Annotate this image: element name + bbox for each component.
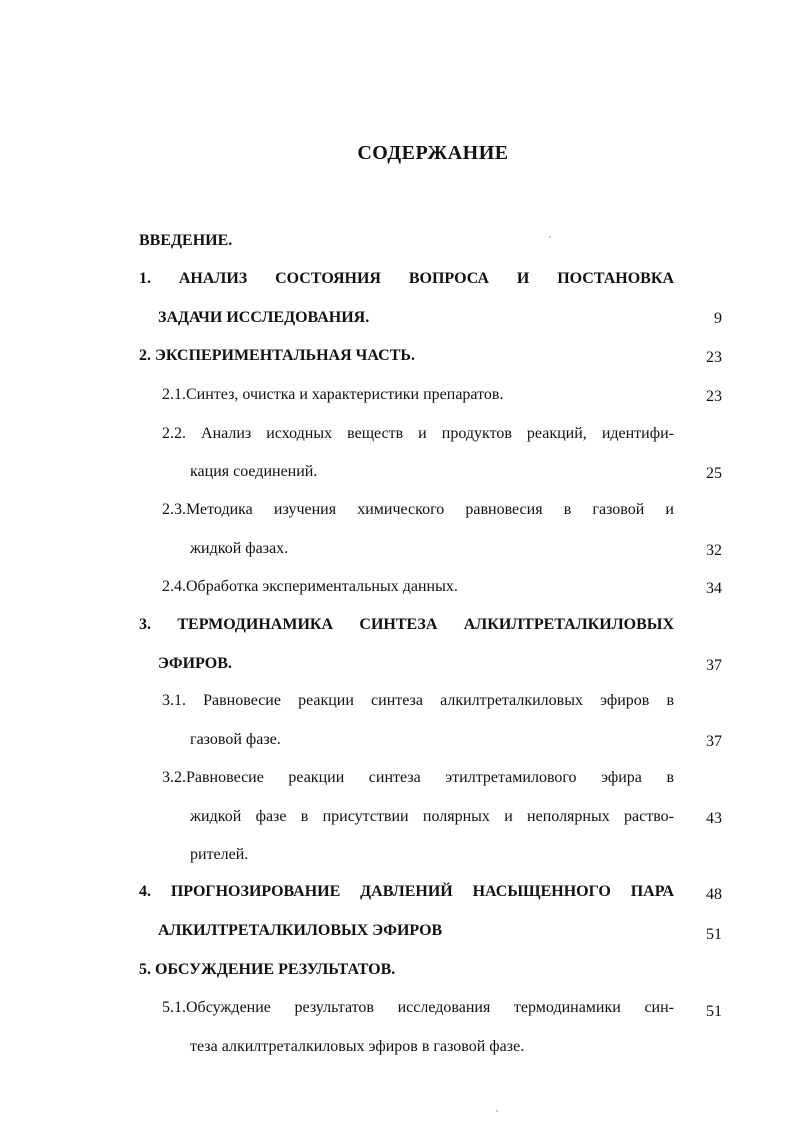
toc-entry-5-1-line1: 5.1.Обсуждение результатов исследования термодинамики син- (162, 999, 674, 1016)
toc-page-2-1: 23 (706, 388, 722, 405)
toc-entry-2: 2. ЭКСПЕРИМЕНТАЛЬНАЯ ЧАСТЬ. (139, 347, 415, 364)
toc-entry-3-1-line1: 3.1. Равновесие реакции синтеза алкилтреталкиловых эфиров в (162, 692, 674, 709)
toc-entry-2-2-line1: 2.2. Анализ исходных веществ и продуктов реакций, идентифи- (162, 425, 674, 442)
toc-entry-2-3-line1: 2.3.Методика изучения химического равновесия в газовой и (162, 501, 674, 518)
toc-page-4a: 48 (706, 886, 722, 903)
toc-page-3-1: 37 (706, 733, 722, 750)
toc-entry-3-1-line2: газовой фазе. (190, 731, 281, 748)
toc-page-1: 9 (714, 310, 722, 327)
toc-entry-1-line1: 1. АНАЛИЗ СОСТОЯНИЯ ВОПРОСА И ПОСТАНОВКА (139, 270, 674, 287)
toc-entry-3-2-line2: жидкой фазе в присутствии полярных и неполярных раство- (190, 808, 674, 825)
toc-page-2-4: 34 (706, 580, 722, 597)
toc-entry-2-2-line2: кация соединений. (190, 463, 318, 480)
page-title: СОДЕРЖАНИЕ (357, 142, 509, 164)
toc-page-5-1: 51 (706, 1003, 722, 1020)
toc-page-2-2: 25 (706, 465, 722, 482)
toc-entry-1-line2: ЗАДАЧИ ИССЛЕДОВАНИЯ. (158, 309, 370, 326)
toc-entry-4-line1: 4. ПРОГНОЗИРОВАНИЕ ДАВЛЕНИЙ НАСЫЩЕННОГО ПАРА (139, 883, 674, 900)
toc-entry-2-3-line2: жидкой фазах. (190, 540, 289, 557)
toc-entry-3-line2: ЭФИРОВ. (158, 655, 232, 672)
toc-entry-5-1-line2: теза алкилтреталкиловых эфиров в газовой фазе. (190, 1038, 525, 1055)
toc-entry-2-4: 2.4.Обработка экспериментальных данных. (162, 578, 458, 595)
toc-entry-2-1: 2.1.Синтез, очистка и характеристики препаратов. (162, 386, 504, 403)
toc-entry-5: 5. ОБСУЖДЕНИЕ РЕЗУЛЬТАТОВ. (139, 961, 396, 978)
toc-page-2: 23 (706, 349, 722, 366)
toc-entry-4-line2: АЛКИЛТРЕТАЛКИЛОВЫХ ЭФИРОВ (158, 922, 443, 939)
toc-entry-3-line1: 3. ТЕРМОДИНАМИКА СИНТЕЗА АЛКИЛТРЕТАЛКИЛОВЫХ (139, 616, 674, 633)
toc-entry-intro: ВВЕДЕНИЕ. (139, 232, 233, 249)
toc-entry-3-2-line1: 3.2.Равновесие реакции синтеза этилтретамилового эфира в (162, 769, 674, 786)
scan-speck (549, 236, 551, 238)
toc-page-4b: 51 (706, 926, 722, 943)
toc-page-2-3: 32 (706, 542, 722, 559)
toc-entry-3-2-line3: рителей. (190, 846, 249, 863)
scan-speck (496, 1110, 498, 1112)
toc-page-3: 37 (706, 657, 722, 674)
toc-page-3-2: 43 (706, 810, 722, 827)
